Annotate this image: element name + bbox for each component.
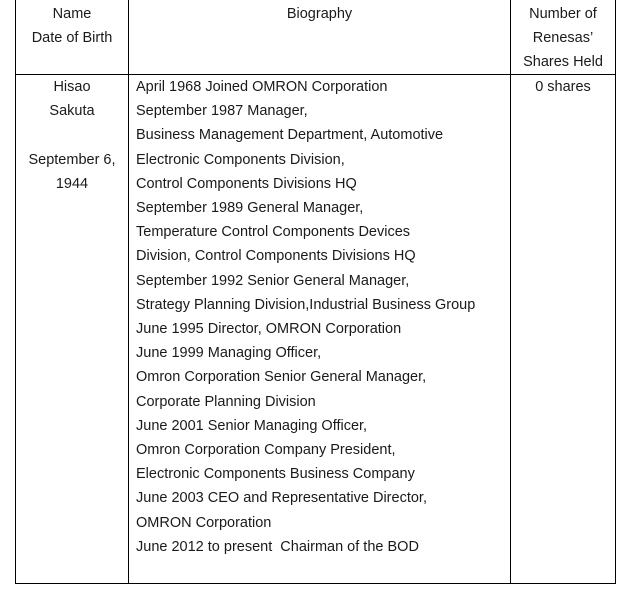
header-name-label: Name <box>52 6 92 22</box>
biography-line: Strategy Planning Division,Industrial Business Group <box>136 296 476 313</box>
biography-line: June 1995 Director, OMRON Corporation <box>136 321 402 338</box>
biography-line: Omron Corporation Company President, <box>136 442 396 459</box>
biography-line: September 1992 Senior General Manager, <box>136 272 410 289</box>
biography-line: June 2003 CEO and Representative Director, <box>136 490 427 507</box>
header-name-cell <box>16 2 128 50</box>
biography-line: April 1968 Joined OMRON Corporation <box>136 79 388 95</box>
column-divider <box>128 0 129 583</box>
dob-line-1: September 6, <box>28 151 116 168</box>
biography-line: Electronic Components Division, <box>136 151 345 168</box>
header-biography-cell <box>129 2 510 26</box>
biography-line: Omron Corporation Senior General Manager, <box>136 369 427 386</box>
biography-line: Electronic Components Business Company <box>136 466 415 483</box>
biography-line: Temperature Control Components Devices <box>136 224 411 241</box>
header-shares-label-3: Shares Held <box>523 54 603 71</box>
header-dob-label: Date of Birth <box>31 30 113 47</box>
biography-line: Control Components Divisions HQ <box>136 175 357 192</box>
header-shares-label-2: Renesas’ <box>532 30 594 47</box>
biography-line: June 2001 Senior Managing Officer, <box>136 417 368 434</box>
name-dob-cell <box>16 75 128 196</box>
shares-cell <box>511 75 615 99</box>
header-shares-cell <box>511 2 615 75</box>
shares-value: 0 shares <box>535 79 591 95</box>
biography-line: June 2012 to present Chairman of the BOD <box>136 538 419 555</box>
director-table <box>15 0 616 584</box>
biography-line: OMRON Corporation <box>136 514 272 531</box>
dob-line-2: 1944 <box>55 175 89 192</box>
biography-cell <box>136 75 508 559</box>
biography-line: September 1989 General Manager, <box>136 200 364 217</box>
biography-line: June 1999 Managing Officer, <box>136 345 322 362</box>
biography-line: Division, Control Components Divisions HQ <box>136 248 416 265</box>
biography-line: Corporate Planning Division <box>136 393 316 410</box>
name-line-2: Sakuta <box>49 103 95 120</box>
header-shares-label-1: Number of <box>529 6 597 22</box>
name-line-1: Hisao <box>53 79 91 95</box>
biography-line: September 1987 Manager, <box>136 103 308 120</box>
header-biography-label: Biography <box>286 6 353 22</box>
biography-line: Business Management Department, Automotive <box>136 127 444 144</box>
